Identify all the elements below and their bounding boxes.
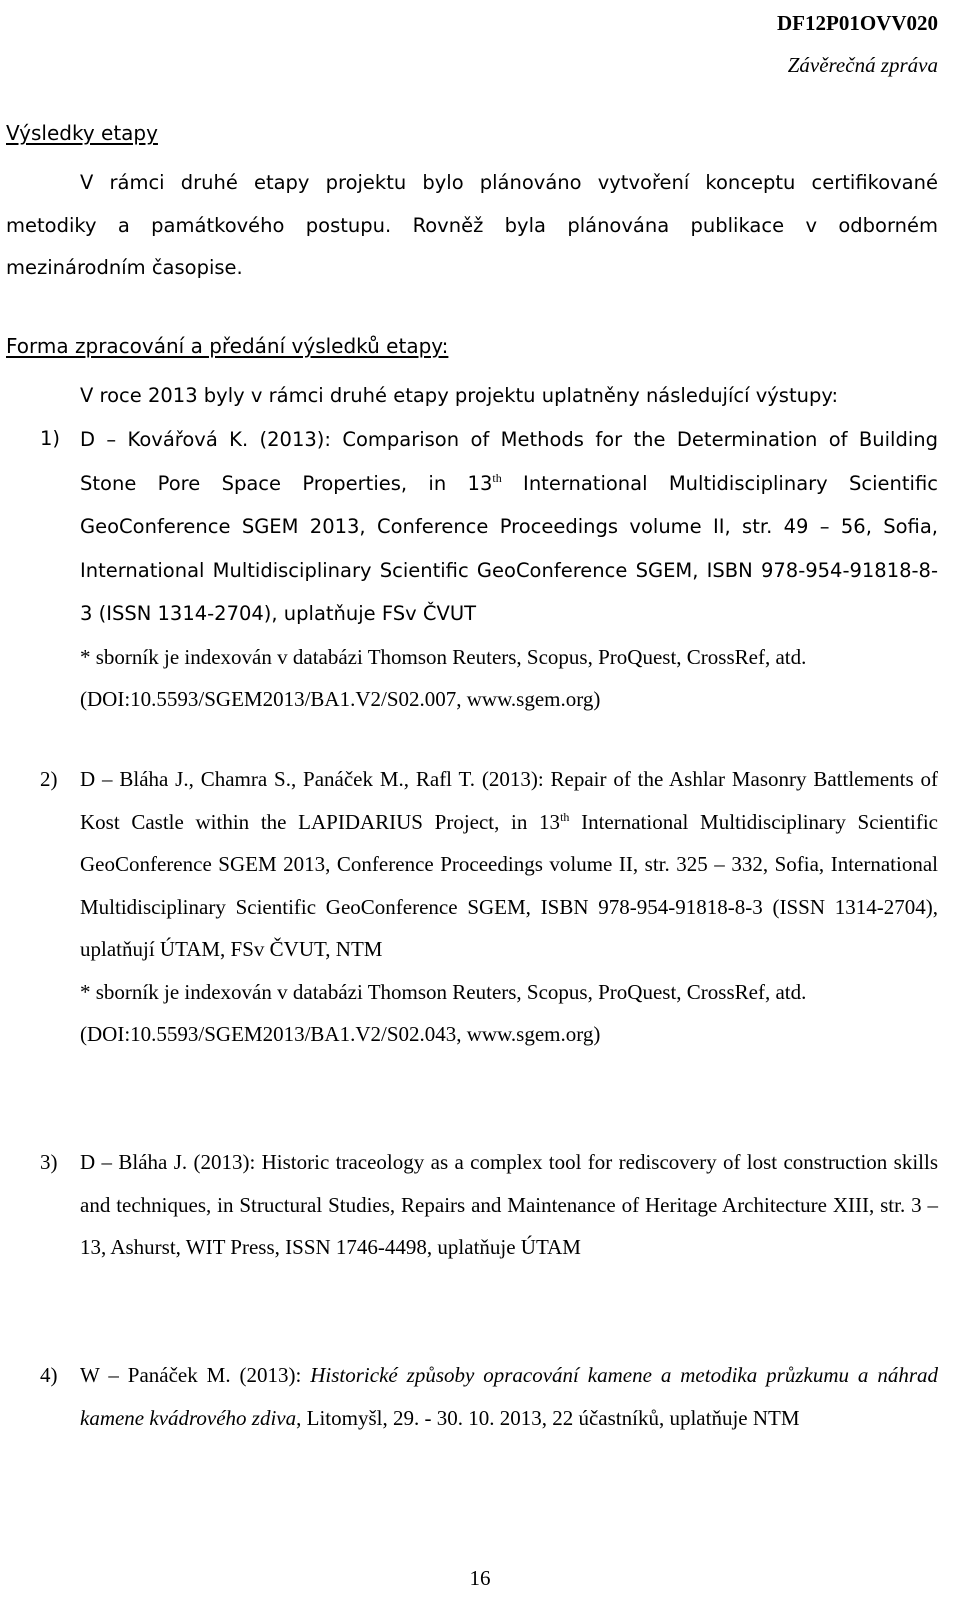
item-number: 3) — [40, 1150, 58, 1174]
outputs-lead: V roce 2013 byly v rámci druhé etapy projektu uplatněny následující výstupy: — [80, 384, 839, 407]
item-number: 2) — [40, 767, 58, 791]
report-type: Závěrečná zpráva — [787, 53, 938, 77]
form-heading: Forma zpracování a předání výsledků etapy: — [6, 334, 449, 358]
item-author: D – Kovářová K. — [80, 428, 260, 451]
doi-reference: (DOI:10.5593/SGEM2013/BA1.V2/S02.007, www.sgem.org) — [80, 687, 601, 711]
page-number: 16 — [469, 1566, 491, 1590]
doi-reference: (DOI:10.5593/SGEM2013/BA1.V2/S02.043, www.sgem.org) — [80, 1022, 601, 1046]
indexing-note: * sborník je indexován v databázi Thomson Reuters, Scopus, ProQuest, CrossRef, atd. — [80, 979, 807, 1004]
list-item — [40, 1354, 938, 1439]
project-code: DF12P01OVV020 — [777, 11, 938, 35]
item-citation: D – Bláha J. (2013): Historic traceology as a complex tool for rediscovery of lost construction skills and techniques, in Structural Studies, Repairs and Maintenance of Heritage Architecture XIII, str. 3 – 13, Ashurst, WIT Press, ISSN 1746-4498, uplatňuje ÚTAM — [80, 1150, 938, 1259]
item-number: 4) — [40, 1363, 58, 1387]
event-title: Historické způsoby opracování kamene a metodika průzkumu a náhrad kamene kvádrového zdiva — [80, 1363, 938, 1430]
item-number: 1) — [40, 427, 61, 450]
item-citation: D – Bláha J., Chamra S., Panáček M., Rafl T. (2013): Repair of the Ashlar Masonry Battlements of Kost Castle within the LAPIDARIUS Project, in 13th International Multidisciplinary Scientific GeoConference SGEM 2013, Conference Proceedings volume II, str. 325 – 332, Sofia, International Multidisciplinary Scientific GeoConference SGEM, ISBN 978-954-91818-8-3 (ISSN 1314-2704), uplatňují ÚTAM, FSv ČVUT, NTM — [80, 767, 938, 961]
item-citation: W – Panáček M. (2013): Historické způsoby opracování kamene a metodika průzkumu a náhrad kamene kvádrového zdiva, Litomyšl, 29. - 30. 10. 2013, 22 účastníků, uplatňuje NTM — [80, 1363, 938, 1430]
indexing-note: * sborník je indexován v databázi Thomson Reuters, Scopus, ProQuest, CrossRef, atd. — [80, 644, 807, 669]
list-item — [40, 758, 938, 1056]
list-item — [40, 418, 938, 721]
list-item — [40, 1141, 938, 1269]
results-paragraph: V rámci druhé etapy projektu bylo plánováno vytvoření konceptu certifikované metodiky a památkového postupu. Rovněž byla plánována publikace v odborném mezinárodním časopise. — [6, 171, 938, 279]
document-header — [777, 2, 938, 86]
item-citation: D – Kovářová K. (2013): Comparison of Methods for the Determination of Building Stone Pore Space Properties, in 13th International Multidisciplinary Scientific GeoConference SGEM 2013, Conference Proceedings volume II, str. 49 – 56, Sofia, International Multidisciplinary Scientific GeoConference SGEM, ISBN 978-954-91818-8-3 (ISSN 1314-2704), uplatňuje FSv ČVUT — [80, 428, 938, 625]
results-heading: Výsledky etapy — [6, 121, 158, 145]
